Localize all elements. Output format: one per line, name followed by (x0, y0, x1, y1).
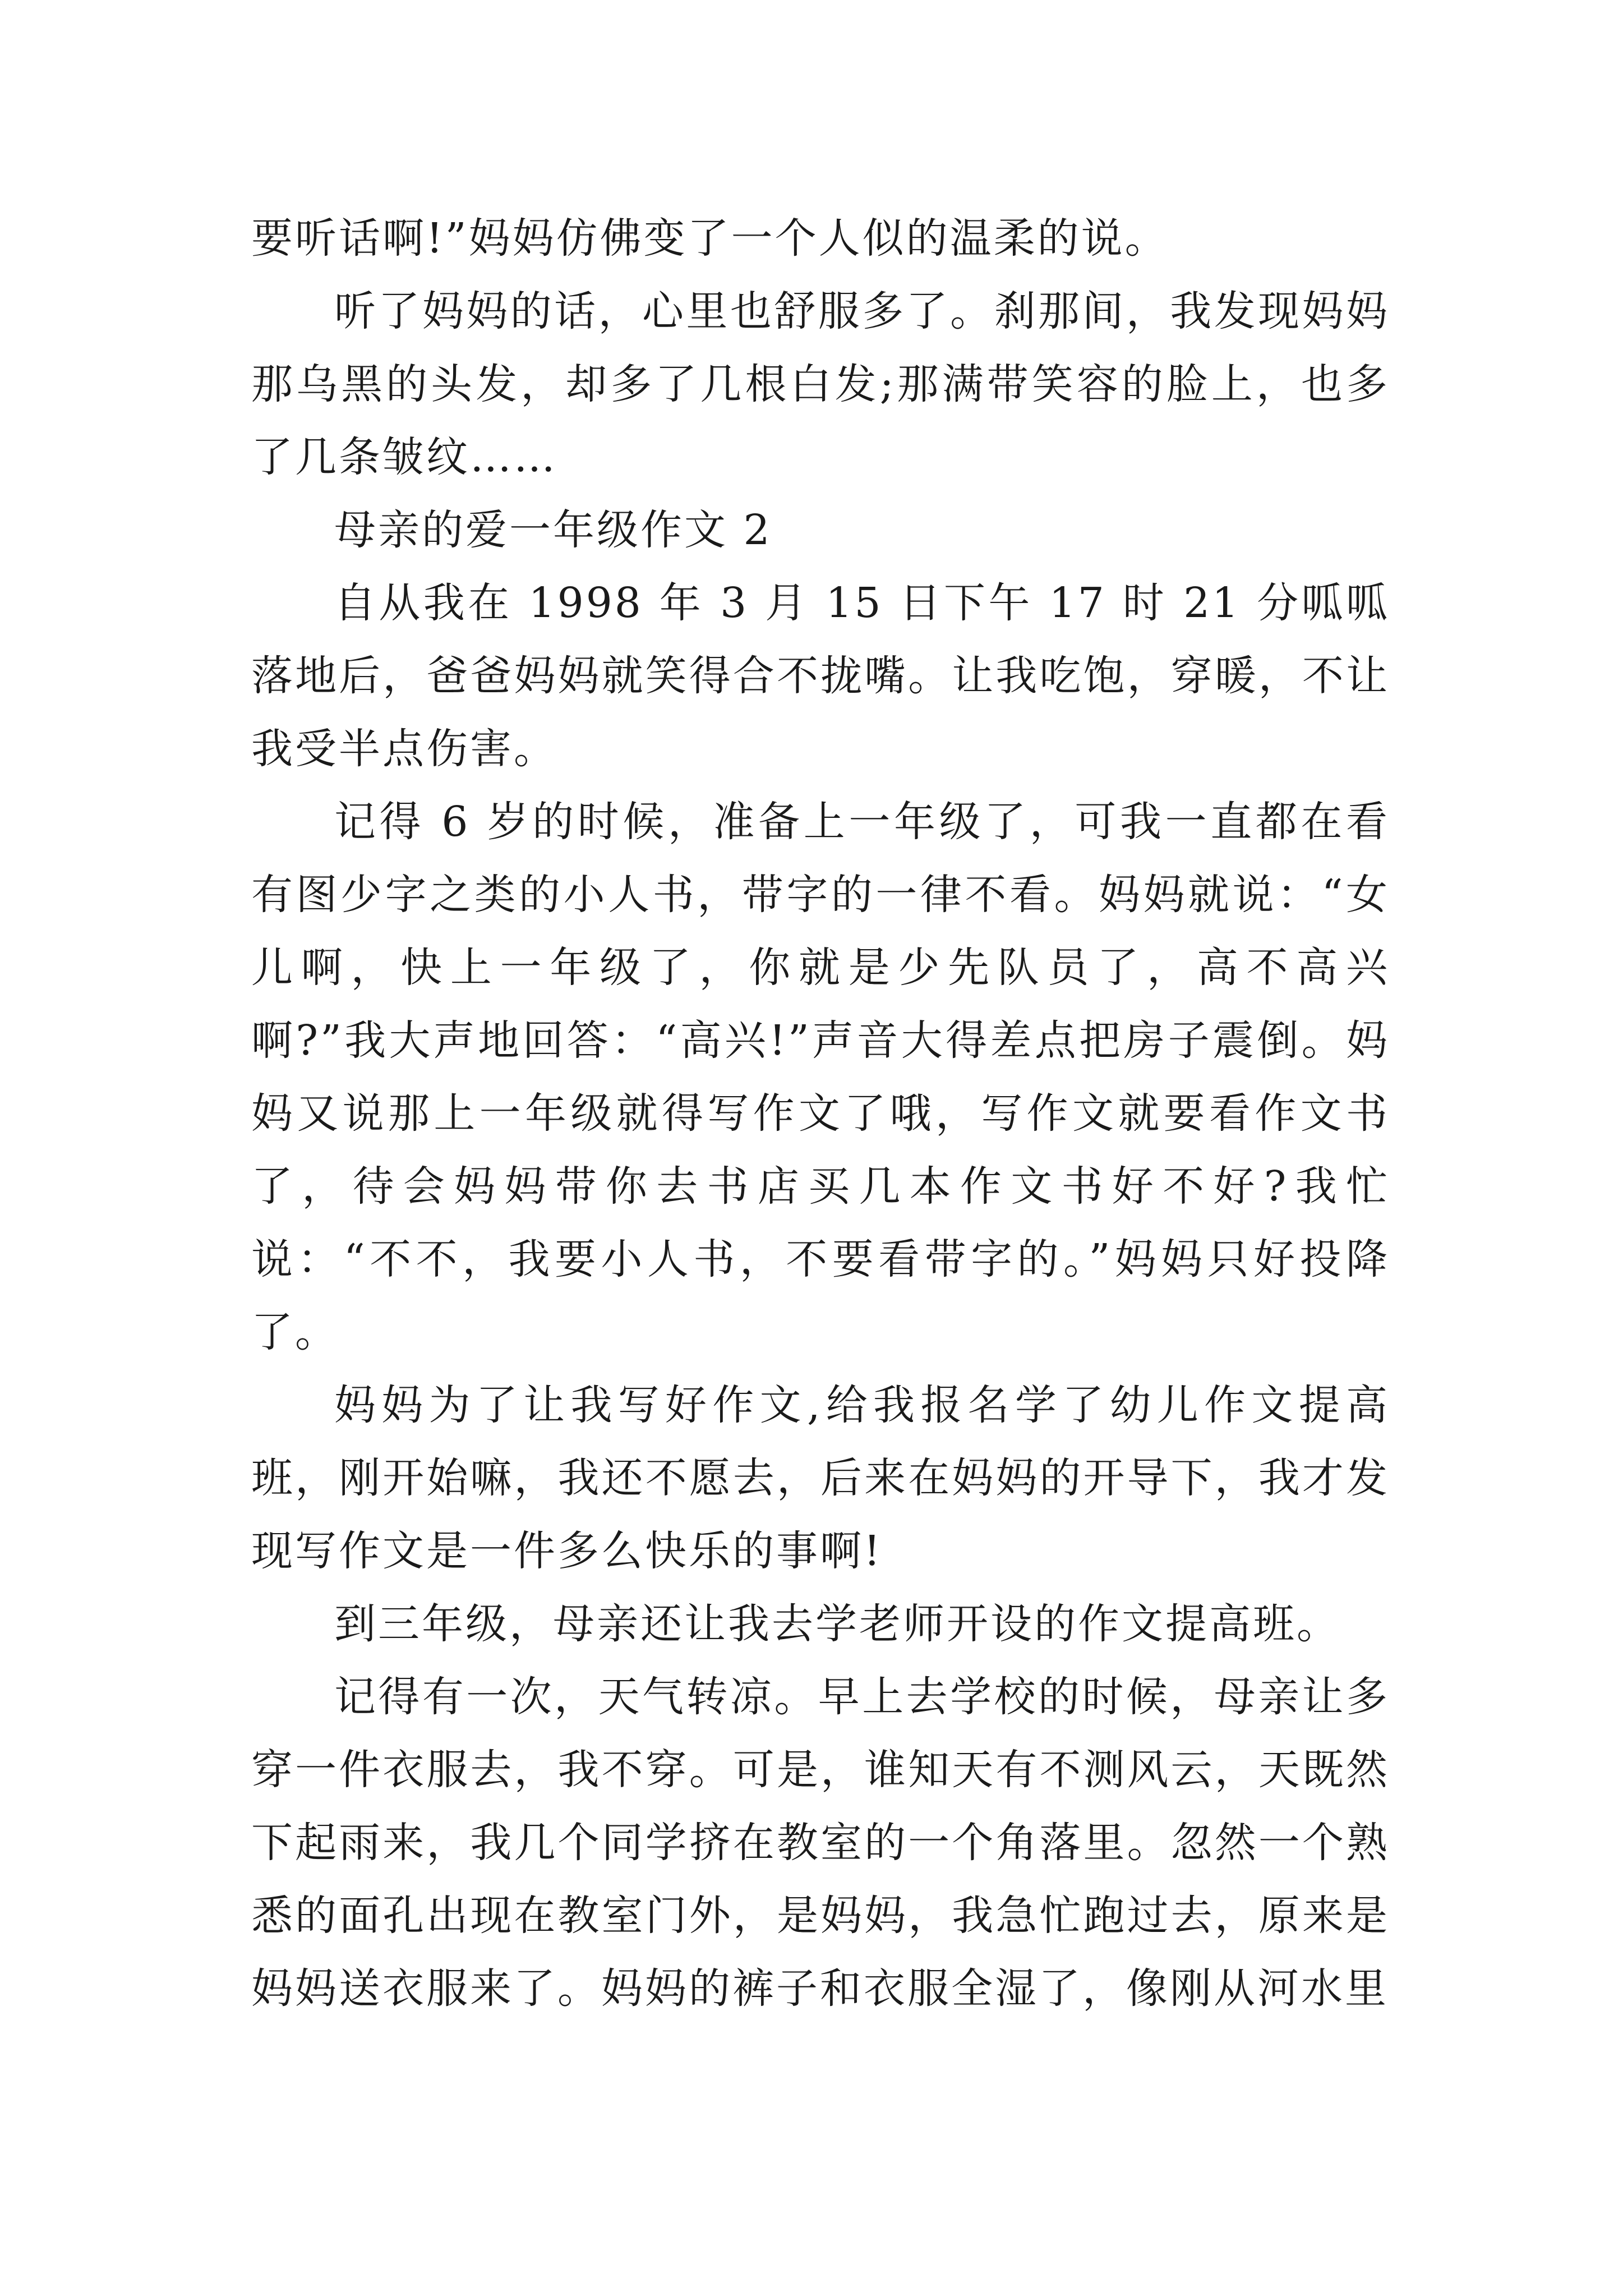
paragraph-7: 记得有一次，天气转凉。早上去学校的时候，母亲让多穿一件衣服去，我不穿。可是，谁知天有不测风云，天既然下起雨来，我几个同学挤在教室的一个角落里。忽然一个熟悉的面孔出现在教室门外，是妈妈，我急忙跑过去，原来是妈妈送衣服来了。妈妈的裤子和衣服全湿了，像刚从河水里 (251, 1673, 1390, 2013)
paragraph-1: 要听话啊!”妈妈仿佛变了一个人似的温柔的说。 (251, 214, 1169, 263)
section-heading: 母亲的爱一年级作文 2 (334, 506, 772, 554)
paragraph-6: 到三年级，母亲还让我去学老师开设的作文提高班。 (334, 1600, 1340, 1648)
paragraph-2: 听了妈妈的话，心里也舒服多了。刹那间，我发现妈妈那乌黑的头发，却多了几根白发;那满带笑容的脸上，也多了几条皱纹…… (251, 287, 1390, 481)
paragraph-3: 自从我在 1998 年 3 月 15 日下午 17 时 21 分呱呱落地后，爸爸妈妈就笑得合不拢嘴。让我吃饱，穿暖，不让我受半点伤害。 (251, 579, 1390, 773)
document-body (251, 202, 1390, 2025)
paragraph-4: 记得 6 岁的时候，准备上一年级了，可我一直都在看有图少字之类的小人书，带字的一律不看。妈妈就说：“女儿啊，快上一年级了，你就是少先队员了，高不高兴啊?”我大声地回答：“高兴!”声音大得差点把房子震倒。妈妈又说那上一年级就得写作文了哦，写作文就要看作文书了，待会妈妈带你去书店买几本作文书好不好?我忙说：“不不，我要小人书，不要看带字的。”妈妈只好投降了。 (251, 798, 1390, 1356)
paragraph-5: 妈妈为了让我写好作文,给我报名学了幼儿作文提高班，刚开始嘛，我还不愿去，后来在妈妈的开导下，我才发现写作文是一件多么快乐的事啊! (251, 1381, 1390, 1575)
